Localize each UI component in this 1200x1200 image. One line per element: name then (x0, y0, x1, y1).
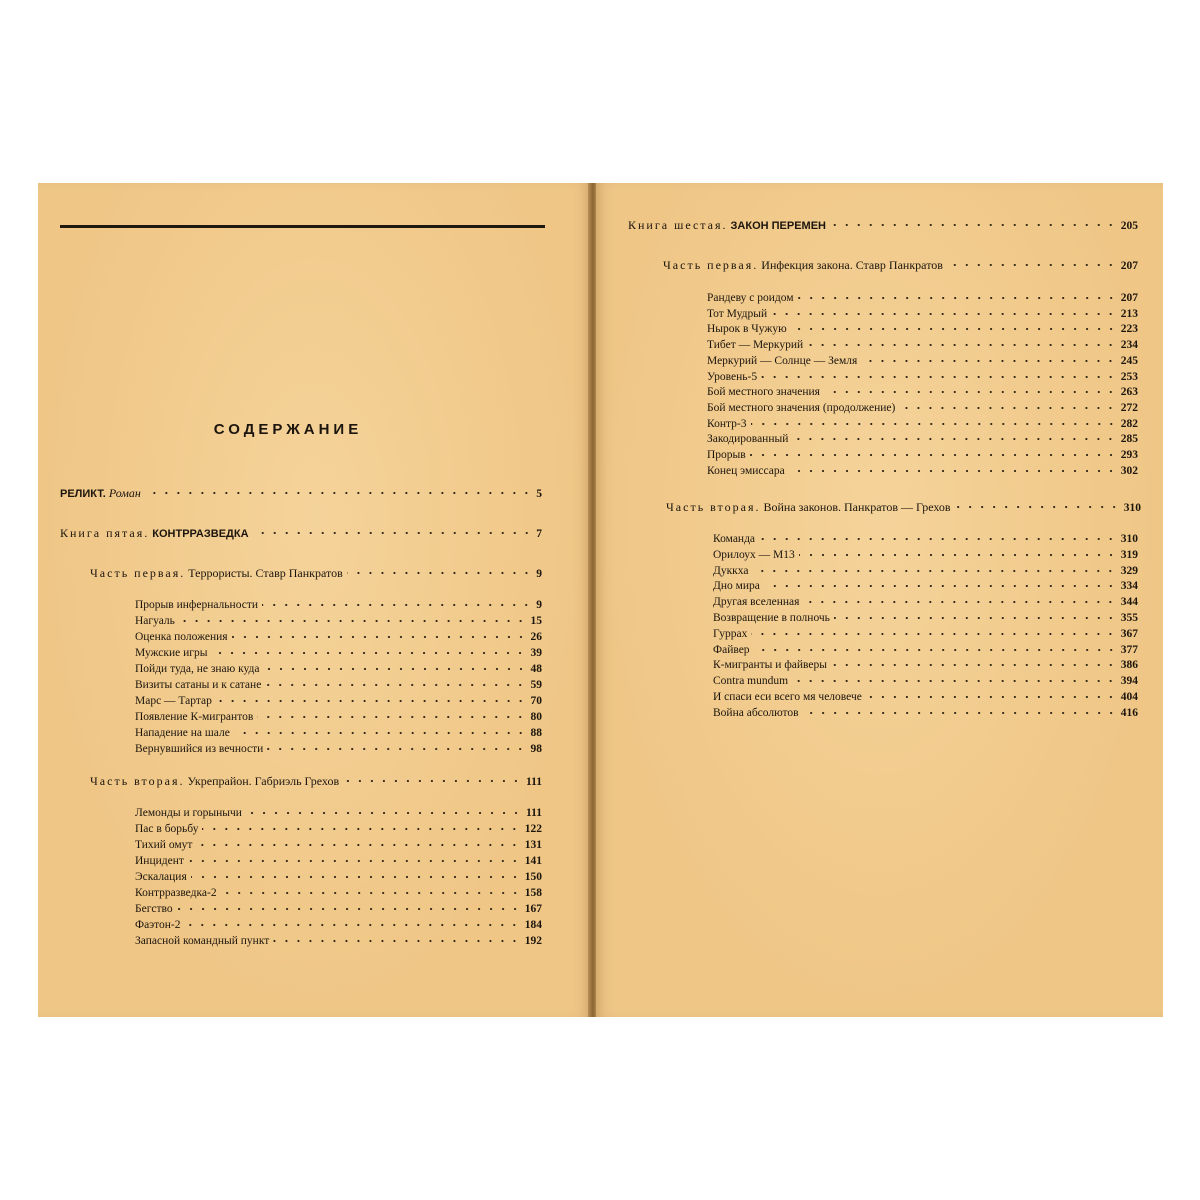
dot-leader (771, 312, 1117, 316)
toc-chapter-row (713, 673, 1138, 689)
toc-chapter-row (707, 400, 1138, 416)
relikt-subtitle: Роман (108, 486, 141, 500)
page-number: 15 (530, 615, 542, 627)
page-number: 302 (1120, 464, 1138, 477)
page-number: 234 (1120, 339, 1138, 352)
chapter-title: Пас в борьбу (135, 823, 199, 835)
chapter-title: Тот Мудрый (707, 307, 768, 320)
chapter-title: Вернувшийся из вечности (135, 743, 264, 755)
chapter-title: Прорыв (707, 449, 746, 461)
toc-chapter-row (135, 741, 542, 757)
dot-leader (265, 683, 526, 687)
chapter-title: Пойди туда, не знаю куда (135, 663, 260, 675)
toc-chapter-row (713, 689, 1138, 705)
dot-leader (257, 715, 526, 719)
dot-leader (834, 616, 1117, 620)
dot-leader (791, 327, 1117, 331)
chapter-title: Фаэтон-2 (135, 919, 181, 931)
page-number: 223 (1120, 323, 1138, 336)
page-number: 319 (1120, 548, 1138, 561)
page-number: 213 (1120, 307, 1138, 320)
chapter-title: Тибет — Меркурий (707, 339, 804, 352)
relikt-title: РЕЛИКТ. (60, 488, 106, 500)
toc-chapter-row (713, 547, 1138, 563)
dot-leader (202, 827, 520, 831)
dot-leader (764, 584, 1117, 588)
page-number: 293 (1120, 449, 1138, 461)
chapter-title: Бой местного значения (707, 386, 820, 399)
page-number: 7 (536, 528, 542, 540)
chapter-title: Лемонды и горынычи (135, 807, 242, 819)
chapter-title: Команда (713, 533, 756, 545)
dot-leader (754, 648, 1117, 652)
toc-chapter-row (135, 853, 542, 869)
toc-chapter-row (707, 463, 1138, 479)
page-number: 272 (1120, 401, 1138, 414)
page-number: 329 (1120, 564, 1138, 577)
dot-leader (947, 263, 1117, 267)
dot-leader (246, 811, 522, 815)
chapter-title: Нагуаль (135, 615, 175, 627)
dot-leader (216, 699, 527, 703)
toc-entry-relikt (60, 485, 542, 501)
page-number: 131 (524, 839, 542, 851)
page-number: 48 (530, 663, 542, 675)
top-rule (60, 225, 545, 228)
chapter-title: И спаси еси всего мя человече (713, 691, 862, 703)
toc-chapter-row (135, 597, 542, 613)
dot-leader (234, 731, 527, 735)
dot-leader (221, 891, 521, 895)
page-number: 184 (524, 919, 542, 931)
dot-leader (751, 632, 1116, 636)
part-title: Инфекция закона. Ставр Панкратов (761, 258, 943, 272)
chapter-title: Визиты сатаны и к сатане (135, 679, 262, 691)
toc-chapter-row (713, 578, 1138, 594)
toc-chapter-row (135, 805, 542, 821)
dot-leader (803, 600, 1116, 604)
page-number: 285 (1120, 433, 1138, 446)
toc-chapter-row (135, 725, 542, 741)
dot-leader (824, 390, 1117, 394)
part-prefix: Часть первая. (90, 566, 186, 580)
page-number: 263 (1120, 386, 1138, 399)
page-number: 192 (524, 935, 542, 947)
toc-chapter-row (707, 321, 1138, 337)
page-number: 9 (536, 599, 542, 611)
page-number: 88 (530, 727, 542, 739)
chapter-title: Оценка положения (135, 631, 228, 643)
book-title: КОНТРРАЗВЕДКА (152, 528, 249, 540)
page-number: 386 (1120, 659, 1138, 672)
toc-chapter-row (135, 837, 542, 853)
dot-leader (799, 553, 1117, 557)
left-page (38, 183, 590, 1017)
chapter-title: Конец эмиссара (707, 464, 785, 477)
dot-leader (830, 223, 1117, 227)
toc-chapter-row (713, 626, 1138, 642)
chapter-title: Контр-3 (707, 417, 747, 430)
book-prefix: Книга шестая. (628, 218, 728, 232)
dot-leader (232, 635, 527, 639)
page-number: 5 (536, 488, 542, 500)
toc-chapter-row (135, 693, 542, 709)
chapter-title: Другая вселенная (713, 596, 800, 609)
chapter-title: Нападение на шале (135, 727, 230, 739)
dot-leader (789, 469, 1117, 473)
toc-entry-book5 (60, 525, 542, 541)
dot-leader (866, 695, 1117, 699)
dot-leader (179, 619, 527, 623)
toc-chapter-row (135, 885, 542, 901)
dot-leader (191, 875, 521, 879)
part-title: Укрепрайон. Габриэль Грехов (187, 774, 340, 788)
chapter-title: Закодированный (707, 433, 789, 446)
dot-leader (750, 453, 1117, 457)
toc-chapter-row (707, 306, 1138, 322)
page-number: 122 (524, 823, 542, 835)
chapter-title: Уровень-5 (707, 370, 758, 383)
part-prefix: Часть первая. (663, 258, 759, 272)
chapter-title: Тихий омут (135, 839, 193, 851)
book-title: ЗАКОН ПЕРЕМЕН (730, 220, 826, 232)
chapter-title: Бегство (135, 903, 173, 915)
chapter-title: Дно мира (713, 580, 760, 593)
page-number: 355 (1120, 612, 1138, 624)
page-number: 207 (1120, 292, 1138, 304)
toc-entry-part1 (663, 257, 1138, 273)
chapter-title: Марс — Тартар (135, 695, 212, 707)
part-title: Война законов. Панкратов — Грехов (763, 500, 951, 514)
right-page (596, 183, 1163, 1017)
dot-leader (253, 531, 533, 535)
dot-leader (752, 569, 1116, 573)
dot-leader (751, 422, 1117, 426)
dot-leader (831, 663, 1117, 667)
dot-leader (343, 779, 522, 783)
part-prefix: Часть вторая. (90, 774, 185, 788)
toc-chapter-row (713, 594, 1138, 610)
toc-chapter-row (707, 431, 1138, 447)
page-number: 167 (524, 903, 542, 915)
chapter-title: Contra mundum (713, 675, 789, 688)
toc-chapter-row (707, 447, 1138, 463)
page-number: 111 (526, 807, 542, 819)
chapter-title: К-мигранты и файверы (713, 659, 827, 672)
chapter-title: Гуррах (713, 627, 748, 640)
chapter-title: Прорыв инфернальности (135, 599, 259, 611)
toc-chapter-row (713, 705, 1138, 721)
toc-chapter-row (713, 531, 1138, 547)
dot-leader (899, 406, 1116, 410)
chapter-title: Инцидент (135, 855, 184, 867)
book-prefix: Книга пятая. (60, 526, 150, 540)
page-number: 394 (1120, 675, 1138, 688)
dot-leader (792, 679, 1117, 683)
page-number: 344 (1120, 596, 1138, 609)
page-number: 70 (530, 695, 542, 707)
toc-chapter-row (707, 290, 1138, 306)
page-number: 59 (530, 679, 542, 691)
chapter-title: Мужские игры (135, 647, 208, 659)
page-number: 207 (1120, 260, 1138, 272)
chapter-title: Дуккха (713, 564, 749, 577)
toc-chapter-row (135, 917, 542, 933)
chapter-title: Война абсолютов (713, 706, 799, 719)
chapter-title: Файвер (713, 643, 750, 656)
part-title: Террористы. Ставр Панкратов (188, 566, 343, 580)
dot-leader (955, 505, 1120, 509)
toc-entry-part2 (666, 499, 1141, 515)
toc-chapter-row (135, 645, 542, 661)
toc-chapter-row (707, 416, 1138, 432)
page-number: 158 (524, 887, 542, 899)
toc-chapter-row (135, 613, 542, 629)
toc-chapter-row (135, 629, 542, 645)
page-number: 416 (1120, 706, 1138, 719)
toc-chapter-row (135, 901, 542, 917)
chapter-title: Бой местного значения (продолжение) (707, 401, 896, 414)
page-number: 282 (1120, 417, 1138, 430)
page-number: 111 (526, 776, 542, 788)
toc-chapter-row (135, 677, 542, 693)
toc-chapter-row (135, 661, 542, 677)
chapter-title: Орилоух — М13 (713, 548, 795, 561)
page-number: 150 (524, 871, 542, 883)
dot-leader (347, 571, 532, 575)
chapter-title: Возвращение в полночь (713, 612, 830, 624)
toc-chapter-row (135, 933, 542, 949)
page-number: 80 (530, 711, 542, 723)
toc-chapter-row (135, 869, 542, 885)
toc-chapter-row (707, 369, 1138, 385)
dot-leader (273, 939, 520, 943)
chapter-title: Запасной командный пункт (135, 935, 270, 947)
page-number: 245 (1120, 354, 1138, 367)
dot-leader (188, 859, 521, 863)
page-number: 310 (1120, 533, 1138, 545)
page-number: 253 (1120, 370, 1138, 383)
dot-leader (196, 843, 520, 847)
toc-entry-part1 (90, 565, 542, 581)
dot-leader (211, 651, 526, 655)
page-title: СОДЕРЖАНИЕ (213, 421, 363, 438)
chapter-title: Рандеву с роидом (707, 292, 794, 304)
part-prefix: Часть вторая. (666, 500, 761, 514)
chapter-title: Меркурий — Солнце — Земля (707, 354, 858, 367)
toc-chapter-row (713, 642, 1138, 658)
page-number: 334 (1120, 580, 1138, 593)
dot-leader (145, 491, 532, 495)
chapter-title: Нырок в Чужую (707, 323, 787, 336)
toc-chapter-row (707, 337, 1138, 353)
dot-leader (798, 296, 1117, 300)
toc-entry-part2 (90, 773, 542, 789)
toc-chapter-row (135, 709, 542, 725)
dot-leader (267, 747, 526, 751)
toc-chapter-row (713, 610, 1138, 626)
toc-entry-book6 (628, 217, 1138, 233)
page-number: 141 (524, 855, 542, 867)
dot-leader (264, 667, 527, 671)
page-number: 9 (536, 568, 542, 580)
dot-leader (861, 359, 1116, 363)
dot-leader (803, 711, 1117, 715)
dot-leader (262, 603, 532, 607)
page-number: 377 (1120, 643, 1138, 656)
dot-leader (792, 437, 1116, 441)
page-number: 205 (1120, 220, 1138, 232)
page-number: 26 (530, 631, 542, 643)
toc-chapter-row (713, 563, 1138, 579)
chapter-title: Контрразведка-2 (135, 887, 217, 899)
page-number: 404 (1120, 691, 1138, 703)
page-number: 310 (1123, 502, 1141, 514)
page-number: 98 (530, 743, 542, 755)
toc-chapter-row (713, 657, 1138, 673)
dot-leader (761, 375, 1117, 379)
dot-leader (184, 923, 520, 927)
dot-leader (807, 343, 1117, 347)
page-number: 39 (530, 647, 542, 659)
toc-chapter-row (707, 353, 1138, 369)
chapter-title: Появление К-мигрантов (135, 711, 254, 723)
dot-leader (759, 537, 1117, 541)
chapter-title: Эскалация (135, 871, 187, 883)
page-number: 367 (1120, 627, 1138, 640)
toc-chapter-row (135, 821, 542, 837)
dot-leader (177, 907, 521, 911)
toc-chapter-row (707, 384, 1138, 400)
